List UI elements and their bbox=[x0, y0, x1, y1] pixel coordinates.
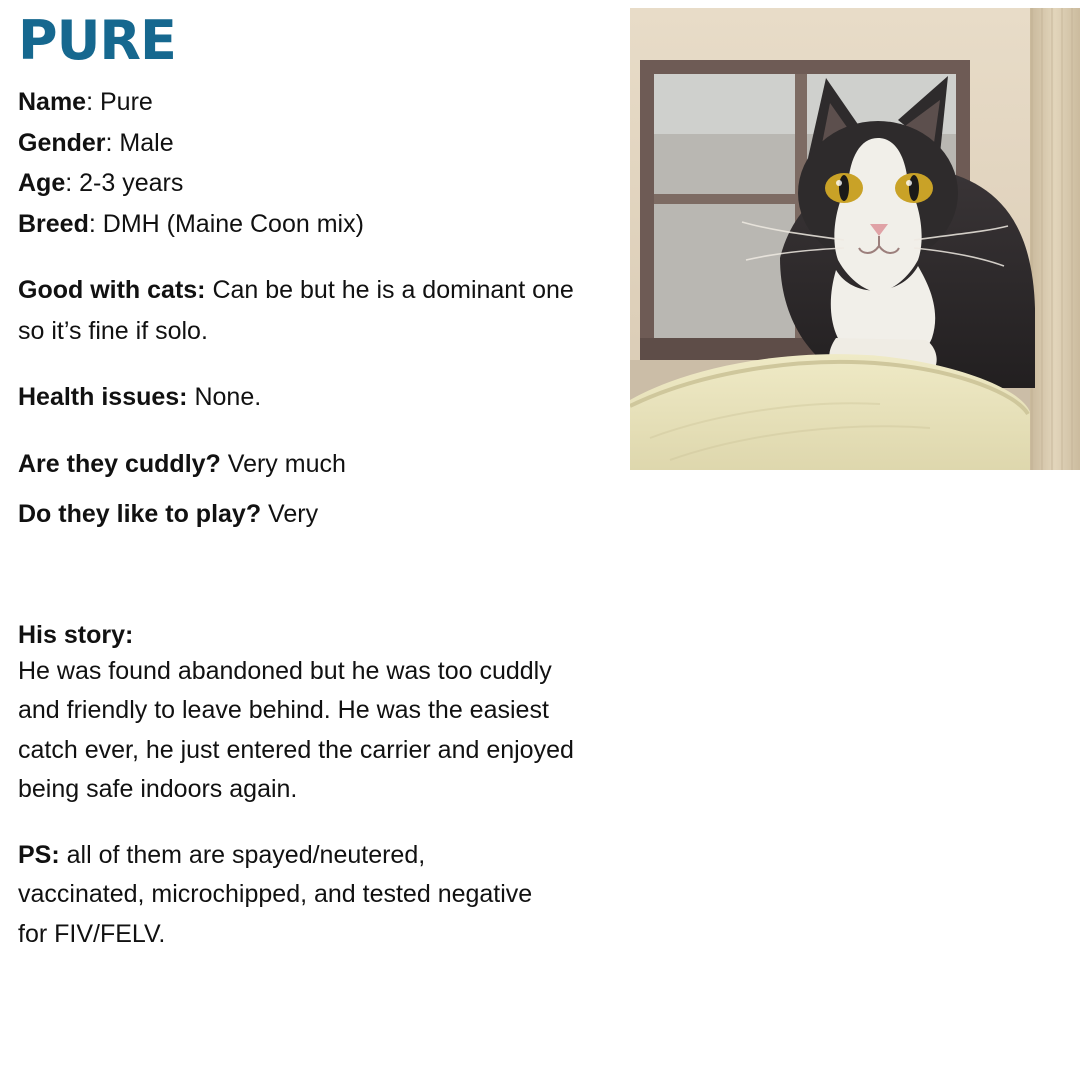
play-value: Very bbox=[261, 500, 319, 528]
cuddly-label: Are they cuddly? bbox=[18, 449, 221, 478]
fact-row-name bbox=[18, 82, 618, 123]
fact-value-age: : 2-3 years bbox=[65, 169, 184, 197]
health-issues-label: Health issues: bbox=[18, 383, 188, 411]
fact-value-breed: : DMH (Maine Coon mix) bbox=[88, 209, 364, 238]
play-label: Do they like to play? bbox=[18, 500, 262, 528]
fact-row-gender bbox=[18, 123, 618, 164]
good-with-cats-section bbox=[18, 270, 598, 351]
play-section bbox=[18, 494, 598, 535]
fact-label-name: Name bbox=[18, 88, 87, 116]
story-label: His story: bbox=[18, 620, 134, 649]
cat-photo-illustration bbox=[630, 8, 1080, 470]
story-section bbox=[18, 621, 618, 810]
fact-value-name: : Pure bbox=[86, 88, 153, 116]
ps-value: all of them are spayed/neutered, vaccinated, microchipped, and tested negative for FIV/FELV. bbox=[18, 840, 533, 948]
good-with-cats-value: Can be but he is a dominant one so it’s fine if solo. bbox=[18, 276, 574, 345]
fact-label-gender: Gender bbox=[18, 128, 106, 157]
fact-label-breed: Breed bbox=[18, 209, 89, 238]
health-issues-value: None. bbox=[187, 383, 262, 411]
fact-value-gender: : Male bbox=[105, 128, 174, 157]
cuddly-value: Very much bbox=[220, 449, 346, 478]
cuddly-section bbox=[18, 444, 598, 485]
cat-photo bbox=[630, 8, 1080, 470]
ps-label: PS: bbox=[18, 840, 60, 869]
section-spacer bbox=[18, 561, 618, 621]
story-value: He was found abandoned but he was too cuddly and friendly to leave behind. He was the easiest catch ever, he just entered the carrier and enjoyed being safe indoors again. bbox=[18, 656, 574, 803]
ps-section bbox=[18, 836, 538, 955]
health-issues-section bbox=[18, 377, 598, 418]
info-column bbox=[18, 9, 618, 954]
fact-row-age bbox=[18, 163, 618, 204]
good-with-cats-label: Good with cats: bbox=[18, 276, 206, 304]
fact-row-breed bbox=[18, 204, 618, 245]
page-title: PURE bbox=[18, 9, 176, 72]
fact-list bbox=[18, 82, 618, 244]
fact-label-age: Age bbox=[18, 169, 66, 197]
